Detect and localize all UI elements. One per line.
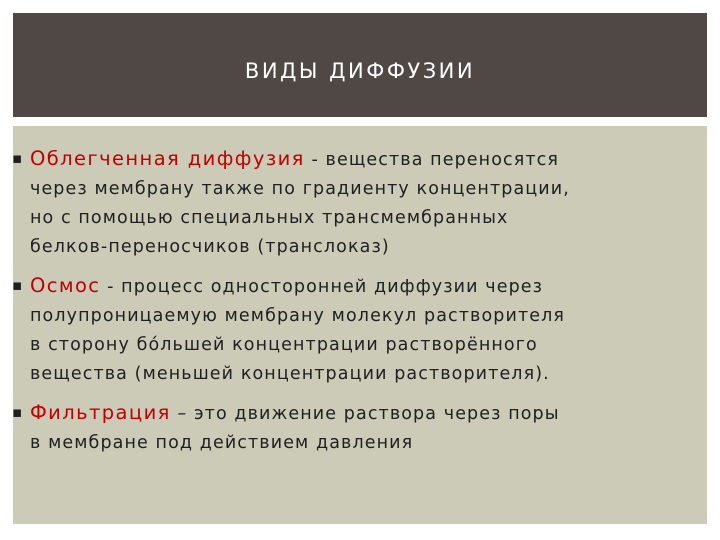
- bullet-marker-icon: ▪: [12, 149, 24, 167]
- definition-start: - вещества переносятся: [304, 150, 560, 170]
- definition-line: белков-переносчиков (транслоказ): [30, 237, 390, 257]
- definition-line: полупроницаемую мембрану молекул растворителя: [30, 306, 566, 326]
- bullet-filtration: [12, 398, 560, 458]
- bullet-marker-icon: ▪: [12, 403, 24, 421]
- bullet-first-line: [30, 398, 560, 429]
- term-facilitated-diffusion: Облегченная диффузия: [30, 147, 305, 170]
- term-osmosis: Осмос: [30, 274, 101, 297]
- definition-start: - процесс односторонней диффузии через: [100, 277, 544, 297]
- definition-line: вещества (меньшей концентрации растворителя).: [30, 364, 550, 384]
- bullet-marker-icon: ▪: [12, 276, 24, 294]
- title-bar: [13, 13, 707, 117]
- bullet-first-line: [30, 271, 565, 302]
- definition-line: через мембрану также по градиенту концентрации,: [30, 179, 570, 199]
- term-filtration: Фильтрация: [30, 401, 171, 424]
- definition-line: но с помощью специальных трансмембранных: [30, 208, 509, 228]
- bullet-osmosis: [12, 271, 566, 389]
- definition-line: в сторону бо́льшей концентрации растворённого: [30, 335, 538, 355]
- definition-start: – это движение раствора через поры: [170, 404, 560, 424]
- bullet-first-line: [30, 144, 570, 175]
- slide-title: ВИДЫ ДИФФУЗИИ: [244, 59, 476, 83]
- definition-line: в мембране под действием давления: [30, 433, 414, 453]
- bullet-facilitated-diffusion: [12, 144, 570, 262]
